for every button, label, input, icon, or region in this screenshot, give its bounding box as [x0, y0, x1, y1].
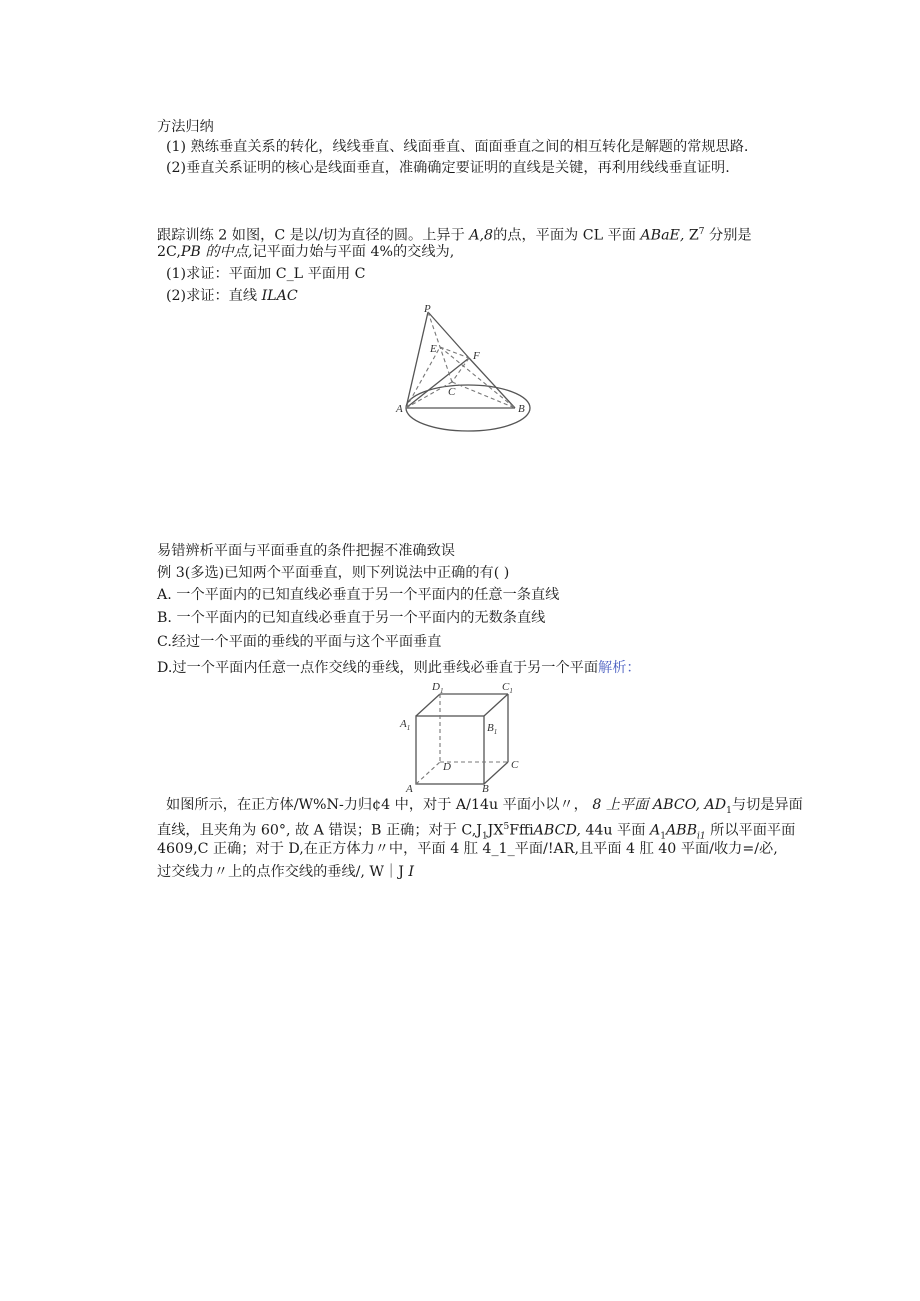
- label-a: A: [406, 783, 413, 793]
- cube-edge: [484, 762, 508, 784]
- text-run: ILAC: [261, 288, 298, 304]
- text-run: 8 上平面 ABCO, AD: [592, 797, 727, 813]
- option-c: C.经过一个平面的垂线的平面与这个平面垂直: [157, 634, 442, 650]
- example-3: 例 3(多选)已知两个平面垂直，则下列说法中正确的有( ): [157, 565, 510, 581]
- method-title: 方法归纳: [157, 119, 214, 135]
- text-run: ABB: [665, 822, 698, 839]
- label-c1: $C_1$: [502, 681, 513, 695]
- cube-front-face: [416, 716, 484, 784]
- text-run: 如图所示，在正方体/W%N-力归¢4 中，对于 A/14u 平面小以〃，: [166, 797, 588, 813]
- training-question-1: (1)求证：平面加 C_L 平面用 C: [166, 266, 366, 282]
- text-run: 所以平面平面: [710, 822, 796, 839]
- edge-ae-hidden: [406, 347, 440, 408]
- label-f: F: [473, 350, 480, 362]
- pyramid-figure: [390, 300, 540, 445]
- text-run: 分别是: [709, 227, 752, 244]
- subscript: i1: [697, 831, 706, 842]
- method-item-2: (2)垂直关系证明的核心是线面垂直，准确确定要证明的直线是关键，再利用线线垂直证明.: [166, 160, 730, 176]
- text-run: 44u 平面: [585, 822, 646, 839]
- solution-line-3: 4609,C 正确；对于 D,在正方体力〃中，平面 4 肛 4_1_平面/!AR,且平面 4 肛 40 平面/收力=/必,: [157, 841, 778, 857]
- text-run: Z: [688, 227, 699, 244]
- text-run: 跟踪训练 2 如图，C 是以/切为直径的圆。上异于: [157, 227, 465, 244]
- analysis-link[interactable]: 解析：: [598, 660, 641, 676]
- text-run: Fffi: [509, 822, 534, 839]
- cube-edge: [484, 694, 508, 716]
- option-d: [157, 658, 641, 678]
- text-run: D.过一个平面内任意一点作交线的垂线，则此垂线必垂直于另一个平面: [157, 660, 599, 676]
- label-d: D: [443, 761, 451, 773]
- text-run: 直线，且夹角为 60°, 故 A 错误；B 正确；对于 C,J: [157, 822, 482, 839]
- cube-hidden-edge: [416, 762, 440, 784]
- cube-edge: [416, 694, 440, 716]
- text-run: JX: [487, 822, 504, 839]
- text-run: ABaE,: [640, 227, 685, 244]
- text-run: A,8: [469, 227, 494, 244]
- text-run: (2)求证：直线: [166, 288, 258, 304]
- superscript: 5: [503, 822, 510, 832]
- label-c: C: [511, 759, 519, 771]
- training-line-2: [157, 242, 454, 262]
- text-run: 的点，平面为 CL 平面: [493, 227, 636, 244]
- method-item-1: (1) 熟练垂直关系的转化，线线垂直、线面垂直、面面垂直之间的相互转化是解题的常规思路.: [166, 139, 749, 155]
- superscript: 7: [698, 227, 705, 237]
- label-c: C: [448, 386, 456, 398]
- error-title: 易错辨析平面与平面垂直的条件把握不准确致误: [157, 543, 455, 559]
- label-d1: $D_1$: [432, 681, 444, 695]
- subscript: 1: [726, 805, 732, 816]
- text-run: I: [408, 864, 415, 880]
- text-run: PB 的中点,: [180, 244, 253, 260]
- subscript: 1: [660, 831, 666, 842]
- label-b1: $B_1$: [487, 722, 498, 736]
- label-b: B: [482, 783, 489, 793]
- label-e: E: [430, 343, 437, 355]
- text-run: 过交线力〃上的点作交线的垂线/, W｜J: [157, 864, 404, 880]
- label-a: A: [396, 403, 403, 415]
- cube-figure: [396, 678, 521, 793]
- text-run: 与切是异面: [731, 797, 803, 813]
- edge-fb: [469, 358, 515, 408]
- label-a1: $A_1$: [400, 718, 411, 732]
- solution-line-4: [157, 862, 414, 882]
- subscript: 1: [481, 831, 488, 842]
- training-question-2: [166, 286, 298, 306]
- label-b: B: [518, 403, 525, 415]
- option-b: B. 一个平面内的已知直线必垂直于另一个平面内的无数条直线: [157, 610, 546, 626]
- label-p: P: [424, 303, 431, 315]
- option-a: A. 一个平面内的已知直线必垂直于另一个平面内的任意一条直线: [157, 587, 560, 603]
- text-run: 记平面力始与平面 4%的交线为,: [252, 244, 455, 260]
- text-run: A: [649, 822, 661, 839]
- text-run: ABCD,: [533, 822, 581, 839]
- text-run: 2C,: [157, 244, 181, 260]
